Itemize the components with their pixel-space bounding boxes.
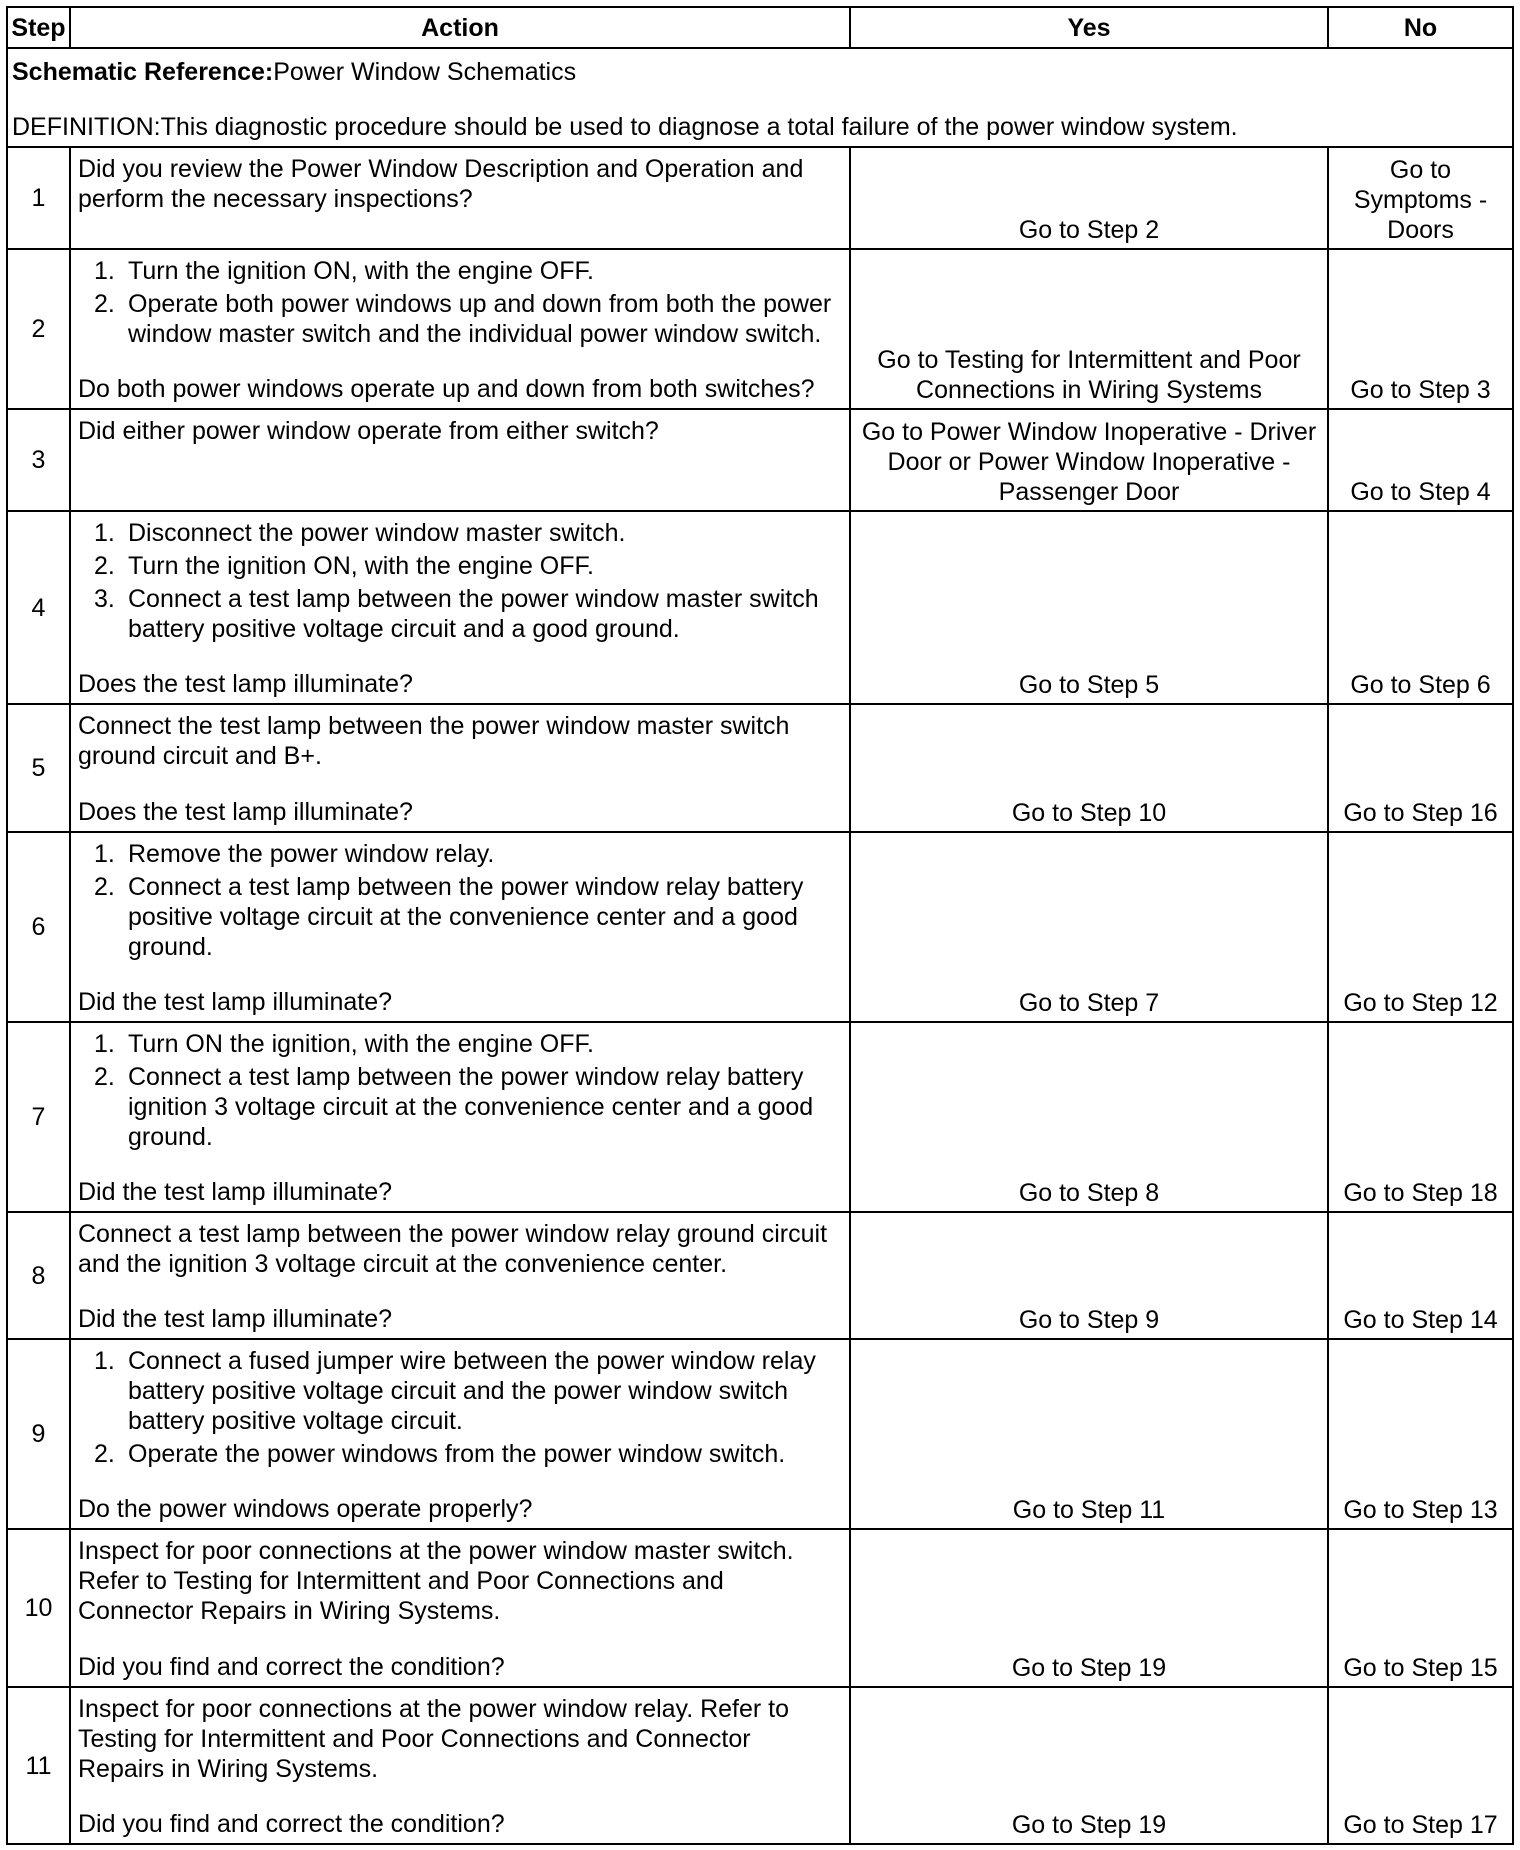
table-row [8,250,1514,410]
list-text: Turn the ignition ON, with the engine OFF. [128,552,594,580]
action-text: Connect a test lamp between the power window relay ground circuit and the ignition 3 voltage circuit at the convenience center. [78,1220,828,1278]
table-row [8,148,1514,250]
action-text: Did either power window operate from either switch? [78,417,659,445]
list-item [78,551,841,581]
definition-text: DEFINITION:This diagnostic procedure should be used to diagnose a total failure of the power window system. [12,113,1238,141]
action-steps [78,1029,841,1152]
table-header-row [8,8,1514,49]
list-text: Connect a test lamp between the power window master switch battery positive voltage circuit and a good ground. [128,585,819,643]
step-number: 1 [8,148,71,248]
list-text: Turn the ignition ON, with the engine OFF. [128,257,594,285]
action-cell [71,250,851,408]
table-row [8,410,1514,512]
no-result: Go to Step 3 [1350,376,1491,404]
yes-cell [851,1213,1329,1338]
action-question: Did you find and correct the condition? [78,1810,505,1838]
no-cell [1329,512,1514,703]
yes-result: Go to Step 8 [1018,1179,1160,1207]
yes-cell [851,705,1329,831]
action-cell [71,705,851,831]
no-result: Go to Step 13 [1343,1496,1498,1524]
action-steps [78,1346,841,1469]
action-cell [71,1688,851,1843]
list-text: Operate both power windows up and down from both the power window master switch and the individual power window switch. [128,290,832,348]
yes-result: Go to Power Window Inoperative - Driver Door or Power Window Inoperative - Passenger Door [861,418,1317,506]
yes-result: Go to Step 10 [1011,799,1167,827]
yes-result: Go to Step 5 [1018,671,1160,699]
yes-cell [851,250,1329,408]
no-result: Go to Step 15 [1343,1654,1498,1682]
list-item [78,839,841,869]
list-text: Remove the power window relay. [128,840,495,868]
step-number: 7 [8,1023,71,1211]
no-cell [1329,705,1514,831]
header-action: Action [71,8,851,47]
no-result: Go to Step 12 [1343,989,1498,1017]
no-cell [1329,833,1514,1021]
step-number: 9 [8,1340,71,1528]
yes-result: Go to Step 11 [1012,1496,1166,1524]
list-number: 2. [94,290,115,318]
diagnostic-table [6,6,1514,1845]
yes-cell [851,1530,1329,1686]
list-item [78,1029,841,1059]
action-question: Did the test lamp illuminate? [78,1305,393,1333]
action-steps [78,839,841,962]
action-cell [71,1530,851,1686]
action-cell [71,833,851,1021]
yes-cell [851,410,1329,510]
list-number: 2. [94,552,115,580]
action-question: Does the test lamp illuminate? [78,798,413,826]
action-text: Did you review the Power Window Description and Operation and perform the necessary inspections? [78,155,804,213]
list-item [78,1439,841,1469]
no-result: Go to Step 17 [1343,1811,1498,1839]
no-cell [1329,148,1514,248]
list-item [78,872,841,962]
yes-result: Go to Step 2 [1018,216,1160,244]
yes-cell [851,1688,1329,1843]
list-text: Turn ON the ignition, with the engine OFF. [128,1030,594,1058]
action-question: Do both power windows operate up and down from both switches? [78,375,815,403]
list-number: 3. [94,585,115,613]
step-number: 4 [8,512,71,703]
yes-result: Go to Step 19 [1011,1811,1167,1839]
no-cell [1329,1023,1514,1211]
no-cell [1329,250,1514,408]
schematic-reference [12,57,1506,87]
list-text: Disconnect the power window master switch. [128,519,626,547]
list-item [78,1062,841,1152]
step-number: 3 [8,410,71,510]
table-row [8,1530,1514,1688]
yes-result: Go to Step 9 [1018,1306,1160,1334]
no-result: Go to Step 6 [1350,671,1491,699]
table-row [8,1023,1514,1213]
action-steps [78,518,841,644]
intro-cell [8,49,1514,146]
action-text: Inspect for poor connections at the power window relay. Refer to Testing for Intermittent and Poor Connections and Connector Repairs in Wiring Systems. [78,1695,790,1783]
list-item [78,584,841,644]
step-number: 10 [8,1530,71,1686]
action-question: Do the power windows operate properly? [78,1495,533,1523]
no-cell [1329,1530,1514,1686]
list-number: 1. [94,1347,115,1375]
table-row [8,705,1514,833]
yes-cell [851,833,1329,1021]
header-step: Step [8,8,71,47]
yes-cell [851,148,1329,248]
list-number: 2. [94,1440,115,1468]
schematic-value: Power Window Schematics [273,58,577,86]
action-question: Did you find and correct the condition? [78,1653,505,1681]
schematic-label: Schematic Reference: [12,58,274,86]
no-cell [1329,1688,1514,1843]
no-cell [1329,410,1514,510]
list-number: 1. [94,519,115,547]
no-result: Go to Step 18 [1343,1179,1498,1207]
list-item [78,518,841,548]
table-row [8,833,1514,1023]
action-text: Inspect for poor connections at the power window master switch. Refer to Testing for Intermittent and Poor Connections and Connector Repairs in Wiring Systems. [78,1537,794,1625]
intro-row [8,49,1514,148]
yes-cell [851,1023,1329,1211]
yes-cell [851,512,1329,703]
no-cell [1329,1340,1514,1528]
table-row [8,1688,1514,1845]
step-number: 2 [8,250,71,408]
action-cell [71,1340,851,1528]
table-row [8,1213,1514,1340]
step-number: 11 [8,1688,71,1843]
step-number: 8 [8,1213,71,1338]
table-row [8,1340,1514,1530]
header-no: No [1329,8,1514,47]
no-result: Go to Step 4 [1350,478,1491,506]
list-number: 1. [94,257,115,285]
list-number: 1. [94,840,115,868]
action-question: Did the test lamp illuminate? [78,988,393,1016]
no-cell [1329,1213,1514,1338]
action-steps [78,256,841,349]
step-number: 6 [8,833,71,1021]
header-yes: Yes [851,8,1329,47]
action-cell [71,1023,851,1211]
yes-result: Go to Step 7 [1018,989,1160,1017]
action-question: Did the test lamp illuminate? [78,1178,393,1206]
action-text: Connect the test lamp between the power window master switch ground circuit and B+. [78,712,790,770]
list-number: 1. [94,1030,115,1058]
list-text: Connect a fused jumper wire between the power window relay battery positive voltage circuit and the power window switch battery positive voltage circuit. [128,1347,816,1435]
list-text: Connect a test lamp between the power window relay battery ignition 3 voltage circuit at the convenience center and a good ground. [128,1063,814,1151]
yes-result: Go to Step 19 [1011,1654,1167,1682]
action-cell [71,148,851,248]
action-question: Does the test lamp illuminate? [78,670,413,698]
no-result: Go to Step 14 [1343,1306,1498,1334]
action-cell [71,512,851,703]
yes-result: Go to Testing for Intermittent and Poor Connections in Wiring Systems [877,346,1301,404]
action-cell [71,1213,851,1338]
list-text: Connect a test lamp between the power window relay battery positive voltage circuit at the convenience center and a good ground. [128,873,804,961]
list-item [78,256,841,286]
action-cell [71,410,851,510]
list-item [78,1346,841,1436]
list-item [78,289,841,349]
list-number: 2. [94,873,115,901]
no-result: Go to Step 16 [1343,799,1498,827]
no-result: Go to Symptoms - Doors [1353,156,1488,244]
list-text: Operate the power windows from the power window switch. [128,1440,786,1468]
yes-cell [851,1340,1329,1528]
list-number: 2. [94,1063,115,1091]
step-number: 5 [8,705,71,831]
table-row [8,512,1514,705]
